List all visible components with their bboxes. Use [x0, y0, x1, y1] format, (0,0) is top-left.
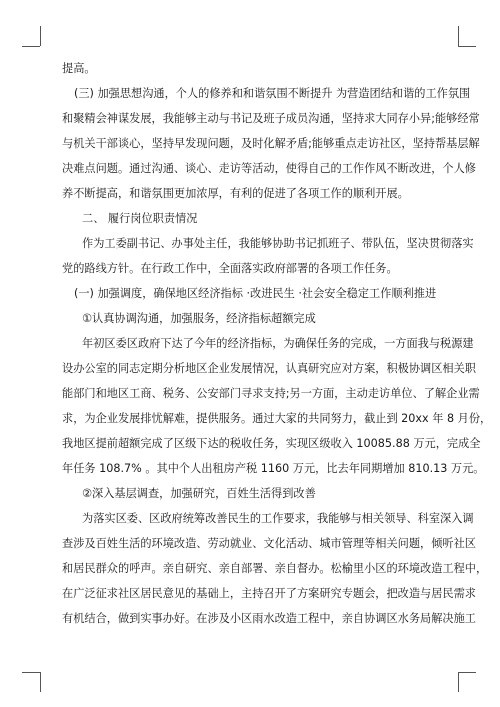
- text-line: 党的路线方针。在行政工作中，全面落实政府部署的各项工作任务。: [62, 262, 398, 275]
- text-line: 求，为企业发展排忧解难，提供服务。通过大家的共同努力，截止到 20xx 年 8 月份，: [62, 412, 492, 425]
- text-line: 我地区提前超额完成了区级下达的税收任务，实现区级收入 10085.88 万元，完成全: [62, 437, 481, 450]
- crop-mark-top-right: [458, 46, 476, 47]
- text-line: 设办公室的同志定期分析地区企业发展情况，认真研究应对方案，积极协调区相关职: [62, 362, 476, 375]
- section-heading: 二、 履行岗位职责情况: [82, 212, 198, 225]
- text-line: 年任务 108.7% 。其中个人出租房产税 1160 万元，比去年同期增加 810.13 万元。: [62, 462, 485, 475]
- text-line: 和居民群众的呼声。亲自研究、亲自部署、亲自督办。松榆里小区的环境改造工程中，: [62, 562, 488, 575]
- text-line: 能部门和地区工商、税务、公安部门寻求支持;另一方面，主动走访单位、了解企业需: [62, 387, 480, 400]
- text-line: 提高。: [62, 62, 96, 75]
- crop-mark-top-right: [458, 26, 459, 46]
- subsection-heading: (一) 加强调度，确保地区经济指标 ·改进民生 ·社会安全稳定工作顺利推进: [74, 287, 437, 300]
- text-line: 年初区委区政府下达了今年的经济指标，为确保任务的完成，一方面我与税源建: [82, 337, 474, 350]
- text-line: (三) 加强思想沟通，个人的修养和和谐氛围不断提升 为营造团结和谐的工作氛围: [74, 87, 471, 100]
- crop-mark-bottom-left: [40, 672, 41, 692]
- crop-mark-bottom-right: [458, 672, 459, 692]
- crop-mark-top-left: [22, 46, 40, 47]
- item-heading: ①认真协调沟通，加强服务，经济指标超额完成: [82, 312, 316, 325]
- document-body: [62, 56, 492, 631]
- text-line: 和聚精会神谋发展，我能够主动与书记及班子成员沟通，坚持求大同存小异;能够经常: [62, 112, 480, 125]
- text-line: 作为工委副书记、办事处主任，我能够协助书记抓班子、带队伍，坚决贯彻落实: [82, 237, 474, 250]
- text-line: 养不断提高，和谐氛围更加浓厚，有利的促进了各项工作的顺利开展。: [62, 187, 409, 200]
- crop-mark-bottom-left: [22, 672, 40, 673]
- text-line: 有机结合，做到实事办好。在涉及小区雨水改造工程中，亲自协调区水务局解决施工: [62, 612, 476, 625]
- crop-mark-top-left: [40, 26, 41, 46]
- text-line: 在广泛征求社区居民意见的基础上，主持召开了方案研究专题会，把改造与居民需求: [62, 587, 476, 600]
- text-line: 为落实区委、区政府统筹改善民生的工作要求，我能够与相关领导、科室深入调: [82, 512, 474, 525]
- text-line: 决难点问题。通过沟通、谈心、走访等活动，使得自己的工作作风不断改进，个人修: [62, 162, 476, 175]
- text-line: 与机关干部谈心，坚持早发现问题，及时化解矛盾;能够重点走访社区，坚持帮基层解: [62, 137, 480, 150]
- text-line: 查涉及百姓生活的环境改造、劳动就业、文化活动、城市管理等相关问题，倾听社区: [62, 537, 476, 550]
- crop-mark-bottom-right: [458, 672, 476, 673]
- item-heading: ②深入基层调查，加强研究，百姓生活得到改善: [82, 487, 316, 500]
